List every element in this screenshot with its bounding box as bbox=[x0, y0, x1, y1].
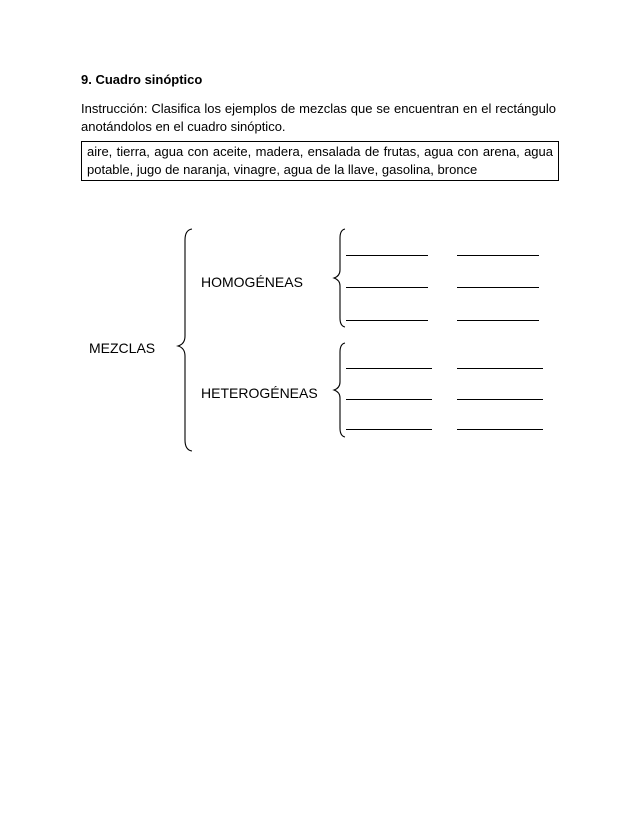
examples-box: aire, tierra, agua con aceite, madera, ensalada de frutas, agua con arena, agua potable, jugo de naranja, vinagre, agua de la llave, gasolina, bronce bbox=[81, 141, 559, 181]
answer-blank[interactable] bbox=[346, 368, 432, 369]
answer-blank[interactable] bbox=[457, 429, 543, 430]
answer-blank[interactable] bbox=[457, 399, 543, 400]
section-heading: 9. Cuadro sinóptico bbox=[81, 72, 203, 87]
answer-blank[interactable] bbox=[457, 255, 539, 256]
answer-blank[interactable] bbox=[457, 287, 539, 288]
answer-blank[interactable] bbox=[346, 255, 428, 256]
answer-blank[interactable] bbox=[346, 429, 432, 430]
answer-blank[interactable] bbox=[346, 399, 432, 400]
answer-blank[interactable] bbox=[346, 287, 428, 288]
instruction-text: Instrucción: Clasifica los ejemplos de mezclas que se encuentran en el rectángulo anotándolos en el cuadro sinóptico. bbox=[81, 101, 556, 134]
branch-label-heterogeneas: HETEROGÉNEAS bbox=[201, 385, 318, 401]
root-label: MEZCLAS bbox=[89, 340, 156, 356]
answer-blank[interactable] bbox=[457, 368, 543, 369]
homogeneas-brace bbox=[332, 228, 348, 328]
main-brace bbox=[176, 228, 196, 452]
answer-blank[interactable] bbox=[457, 320, 539, 321]
answer-blank[interactable] bbox=[346, 320, 428, 321]
heterogeneas-brace bbox=[332, 342, 348, 438]
branch-label-homogeneas: HOMOGÉNEAS bbox=[201, 274, 303, 290]
